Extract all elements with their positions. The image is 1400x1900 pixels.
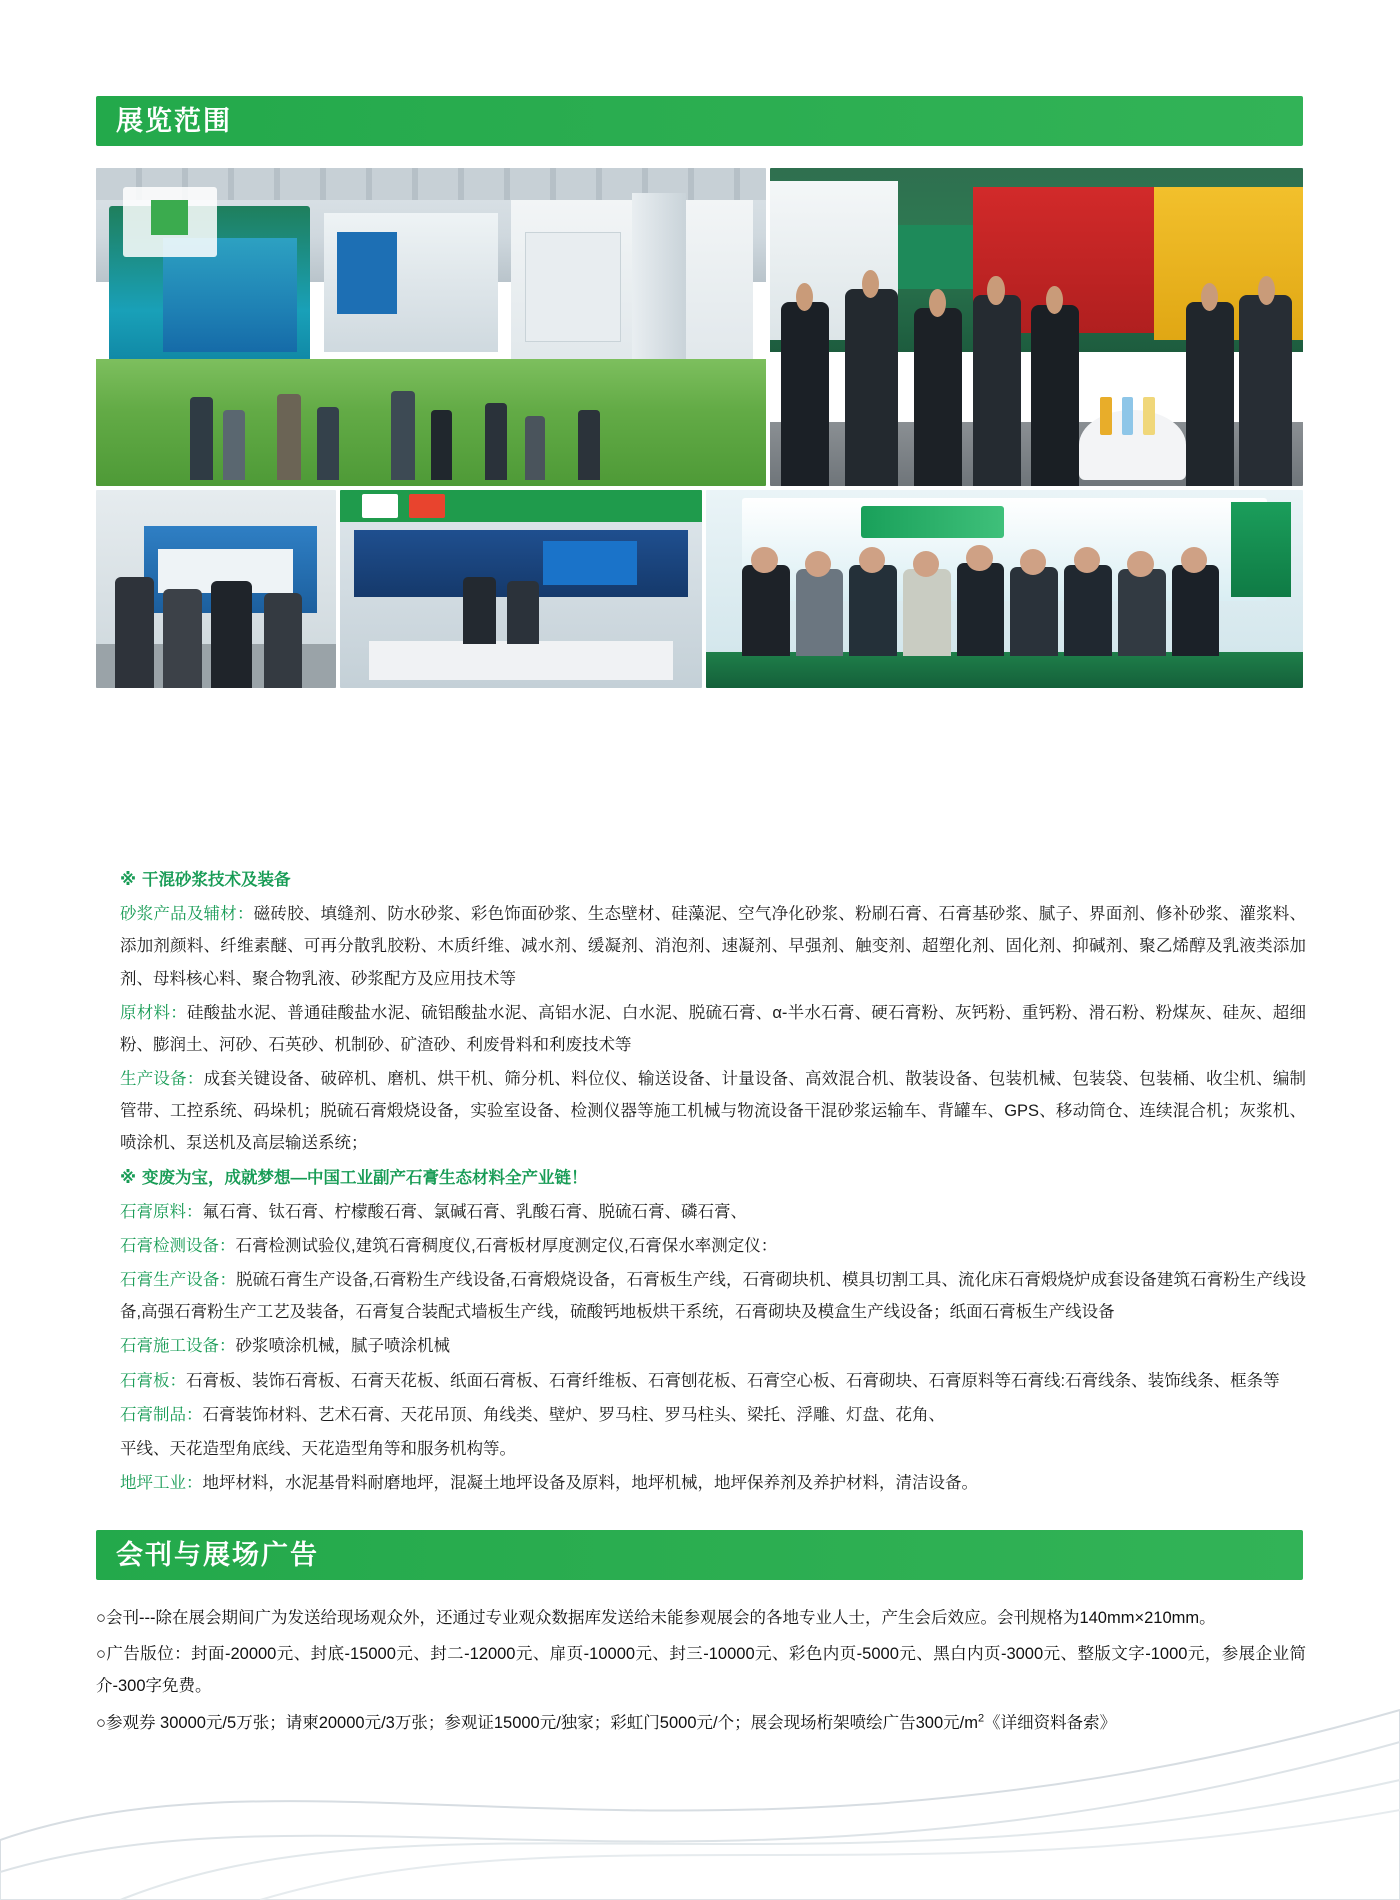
item-label: 地坪工业: [120, 1474, 186, 1493]
photo-gypsum-board-booths: [770, 168, 1303, 486]
subheading-dry-mix-mortar: [96, 864, 1306, 896]
item-text: 地坪材料，水泥基骨料耐磨地坪，混凝土地坪设备及原料，地坪机械，地坪保养剂及养护材料，清洁设备。: [202, 1474, 978, 1493]
ads-line-catalog: ○会刊---除在展会期间广为发送给现场观众外，还通过专业观众数据库发送给未能参观展会的各地专业人士，产生会后效应。会刊规格为140mm×210mm。: [96, 1609, 1216, 1627]
ads-text-block: [96, 1602, 1306, 1743]
item-sep: ：: [186, 1202, 203, 1221]
item-gypsum-construction-equipment: [96, 1330, 1306, 1362]
item-gypsum-raw-material: [96, 1196, 1306, 1228]
item-text: 脱硫石膏生产设备,石膏粉生产线设备,石膏煅烧设备，石膏板生产线，石膏砌块机、模具切割工具、流化床石膏煅烧炉成套设备建筑石膏粉生产线设备,高强石膏粉生产工艺及装备，石膏复合装配式墙板生产线，硫酸钙地板烘干系统，石膏砌块及模盒生产线设备；纸面石膏板生产线设备: [120, 1271, 1307, 1322]
gallery-row-top: [96, 168, 1303, 486]
item-raw-materials: [96, 997, 1306, 1061]
item-sep: ：: [219, 1337, 236, 1356]
ads-line-ad-positions: ○广告版位：封面-20000元、封底-15000元、封二-12000元、扉页-10000元、封三-10000元、彩色内页-5000元、黑白内页-3000元、整版文字-1000元，参展企业简介-300字免费。: [96, 1645, 1306, 1696]
photo-gallery: [96, 168, 1303, 692]
item-text: 平线、天花造型角底线、天花造型角等和服务机构等。: [120, 1439, 516, 1458]
item-sep: ：: [186, 1070, 204, 1089]
item-text: 石膏检测试验仪,建筑石膏稠度仪,石膏板材厚度测定仪,石膏保水率测定仪：: [235, 1236, 778, 1255]
item-sep: ：: [169, 1371, 186, 1390]
item-label: 石膏检测设备: [120, 1236, 219, 1255]
item-label: 石膏板: [120, 1371, 170, 1390]
item-sep: ：: [186, 1474, 203, 1493]
item-text: 磁砖胶、填缝剂、防水砂浆、彩色饰面砂浆、生态壁材、硅藻泥、空气净化砂浆、粉刷石膏、石膏基砂浆、腻子、界面剂、修补砂浆、灌浆料、添加剂颜料、纤维素醚、可再分散乳胶粉、木质纤维、减水剂、缓凝剂、消泡剂、速凝剂、早强剂、触变剂、超塑化剂、固化剂、抑碱剂、聚乙烯醇及乳液类添加剂、母料核心料、聚合物乳液、砂浆配方及应用技术等: [120, 905, 1307, 988]
photo-group-photo-stage: [706, 490, 1303, 688]
exhibit-scope-text: [96, 862, 1306, 1501]
item-production-equipment: [96, 1063, 1306, 1160]
item-gypsum-board: [96, 1365, 1306, 1397]
item-flooring-industry: [96, 1467, 1306, 1499]
ads-ticket-superscript: 2: [977, 1712, 985, 1725]
item-mortar-products: [96, 898, 1306, 995]
item-label: 生产设备: [120, 1070, 187, 1089]
section-header-ads: [96, 1530, 1303, 1580]
item-gypsum-products-cont: [96, 1433, 1306, 1465]
gallery-row-bottom: [96, 490, 1303, 688]
item-gypsum-testing-equipment: [96, 1230, 1306, 1262]
item-label: 石膏生产设备: [120, 1271, 220, 1290]
item-label: 石膏原料: [120, 1202, 186, 1221]
item-sep: ：: [219, 1236, 236, 1255]
item-text: 石膏装饰材料、艺术石膏、天花吊顶、角线类、壁炉、罗马柱、罗马柱头、梁托、浮雕、灯盘、花角、: [202, 1405, 945, 1424]
photo-exhibition-hall-wide: [96, 168, 766, 486]
ads-line-tickets: [96, 1707, 1306, 1739]
item-label: 石膏制品: [120, 1405, 186, 1424]
item-label: 原材料: [120, 1003, 171, 1022]
item-gypsum-production-equipment: [96, 1264, 1306, 1328]
section-title: 会刊与展场广告: [116, 1539, 319, 1570]
item-label: 石膏施工设备: [120, 1337, 219, 1356]
ads-ticket-suffix: 《详细资料备索》: [984, 1713, 1117, 1732]
item-label: 砂浆产品及辅材: [120, 905, 237, 924]
item-text: 石膏板、装饰石膏板、石膏天花板、纸面石膏板、石膏纤维板、石膏刨花板、石膏空心板、石膏砌块、石膏原料等石膏线:石膏线条、装饰线条、框条等: [186, 1371, 1280, 1390]
item-text: 氟石膏、钛石膏、柠檬酸石膏、氯碱石膏、乳酸石膏、脱硫石膏、磷石膏、: [202, 1202, 747, 1221]
section-title: 展览范围: [116, 105, 232, 136]
asterisk-mark: ※: [120, 1168, 137, 1187]
item-text: 硅酸盐水泥、普通硅酸盐水泥、硫铝酸盐水泥、高铝水泥、白水泥、脱硫石膏、α-半水石膏、硬石膏粉、灰钙粉、重钙粉、滑石粉、粉煤灰、硅灰、超细粉、膨润土、河砂、石英砂、机制砂、矿渣砂、利废骨料和利废技术等: [120, 1003, 1306, 1054]
photo-shiyu-gypsum-booth: [340, 490, 702, 688]
item-sep: ：: [219, 1271, 237, 1290]
item-sep: ：: [170, 1003, 187, 1022]
asterisk-mark: ※: [120, 871, 137, 889]
subheading-label: 变废为宝，成就梦想—中国工业副产石膏生态材料全产业链！: [142, 1168, 588, 1187]
item-text: 成套关键设备、破碎机、磨机、烘干机、筛分机、料位仪、输送设备、计量设备、高效混合机、散装设备、包装机械、包装袋、包装桶、收尘机、编制管带、工控系统、码垛机；脱硫石膏煅烧设备，实验室设备、检测仪器等施工机械与物流设备干混砂浆运输车、背罐车、GPS、移动筒仓、连续混合机；灰浆机、喷涂机、泵送机及高层输送系统；: [120, 1070, 1307, 1153]
subheading-gypsum-chain: [96, 1162, 1306, 1194]
item-text: 砂浆喷涂机械，腻子喷涂机械: [235, 1337, 450, 1356]
ads-ticket-prefix: ○参观券 30000元/5万张；请柬20000元/3万张；参观证15000元/独家；彩虹门5000元/个；展会现场桁架喷绘广告300元/m: [96, 1713, 978, 1732]
subheading-label: 干混砂浆技术及装备: [142, 871, 291, 889]
item-gypsum-products: [96, 1399, 1306, 1431]
section-header-exhibit-scope: [96, 96, 1303, 146]
item-sep: ：: [236, 905, 254, 924]
photo-visitors-blue-booth: [96, 490, 336, 688]
item-sep: ：: [186, 1405, 203, 1424]
